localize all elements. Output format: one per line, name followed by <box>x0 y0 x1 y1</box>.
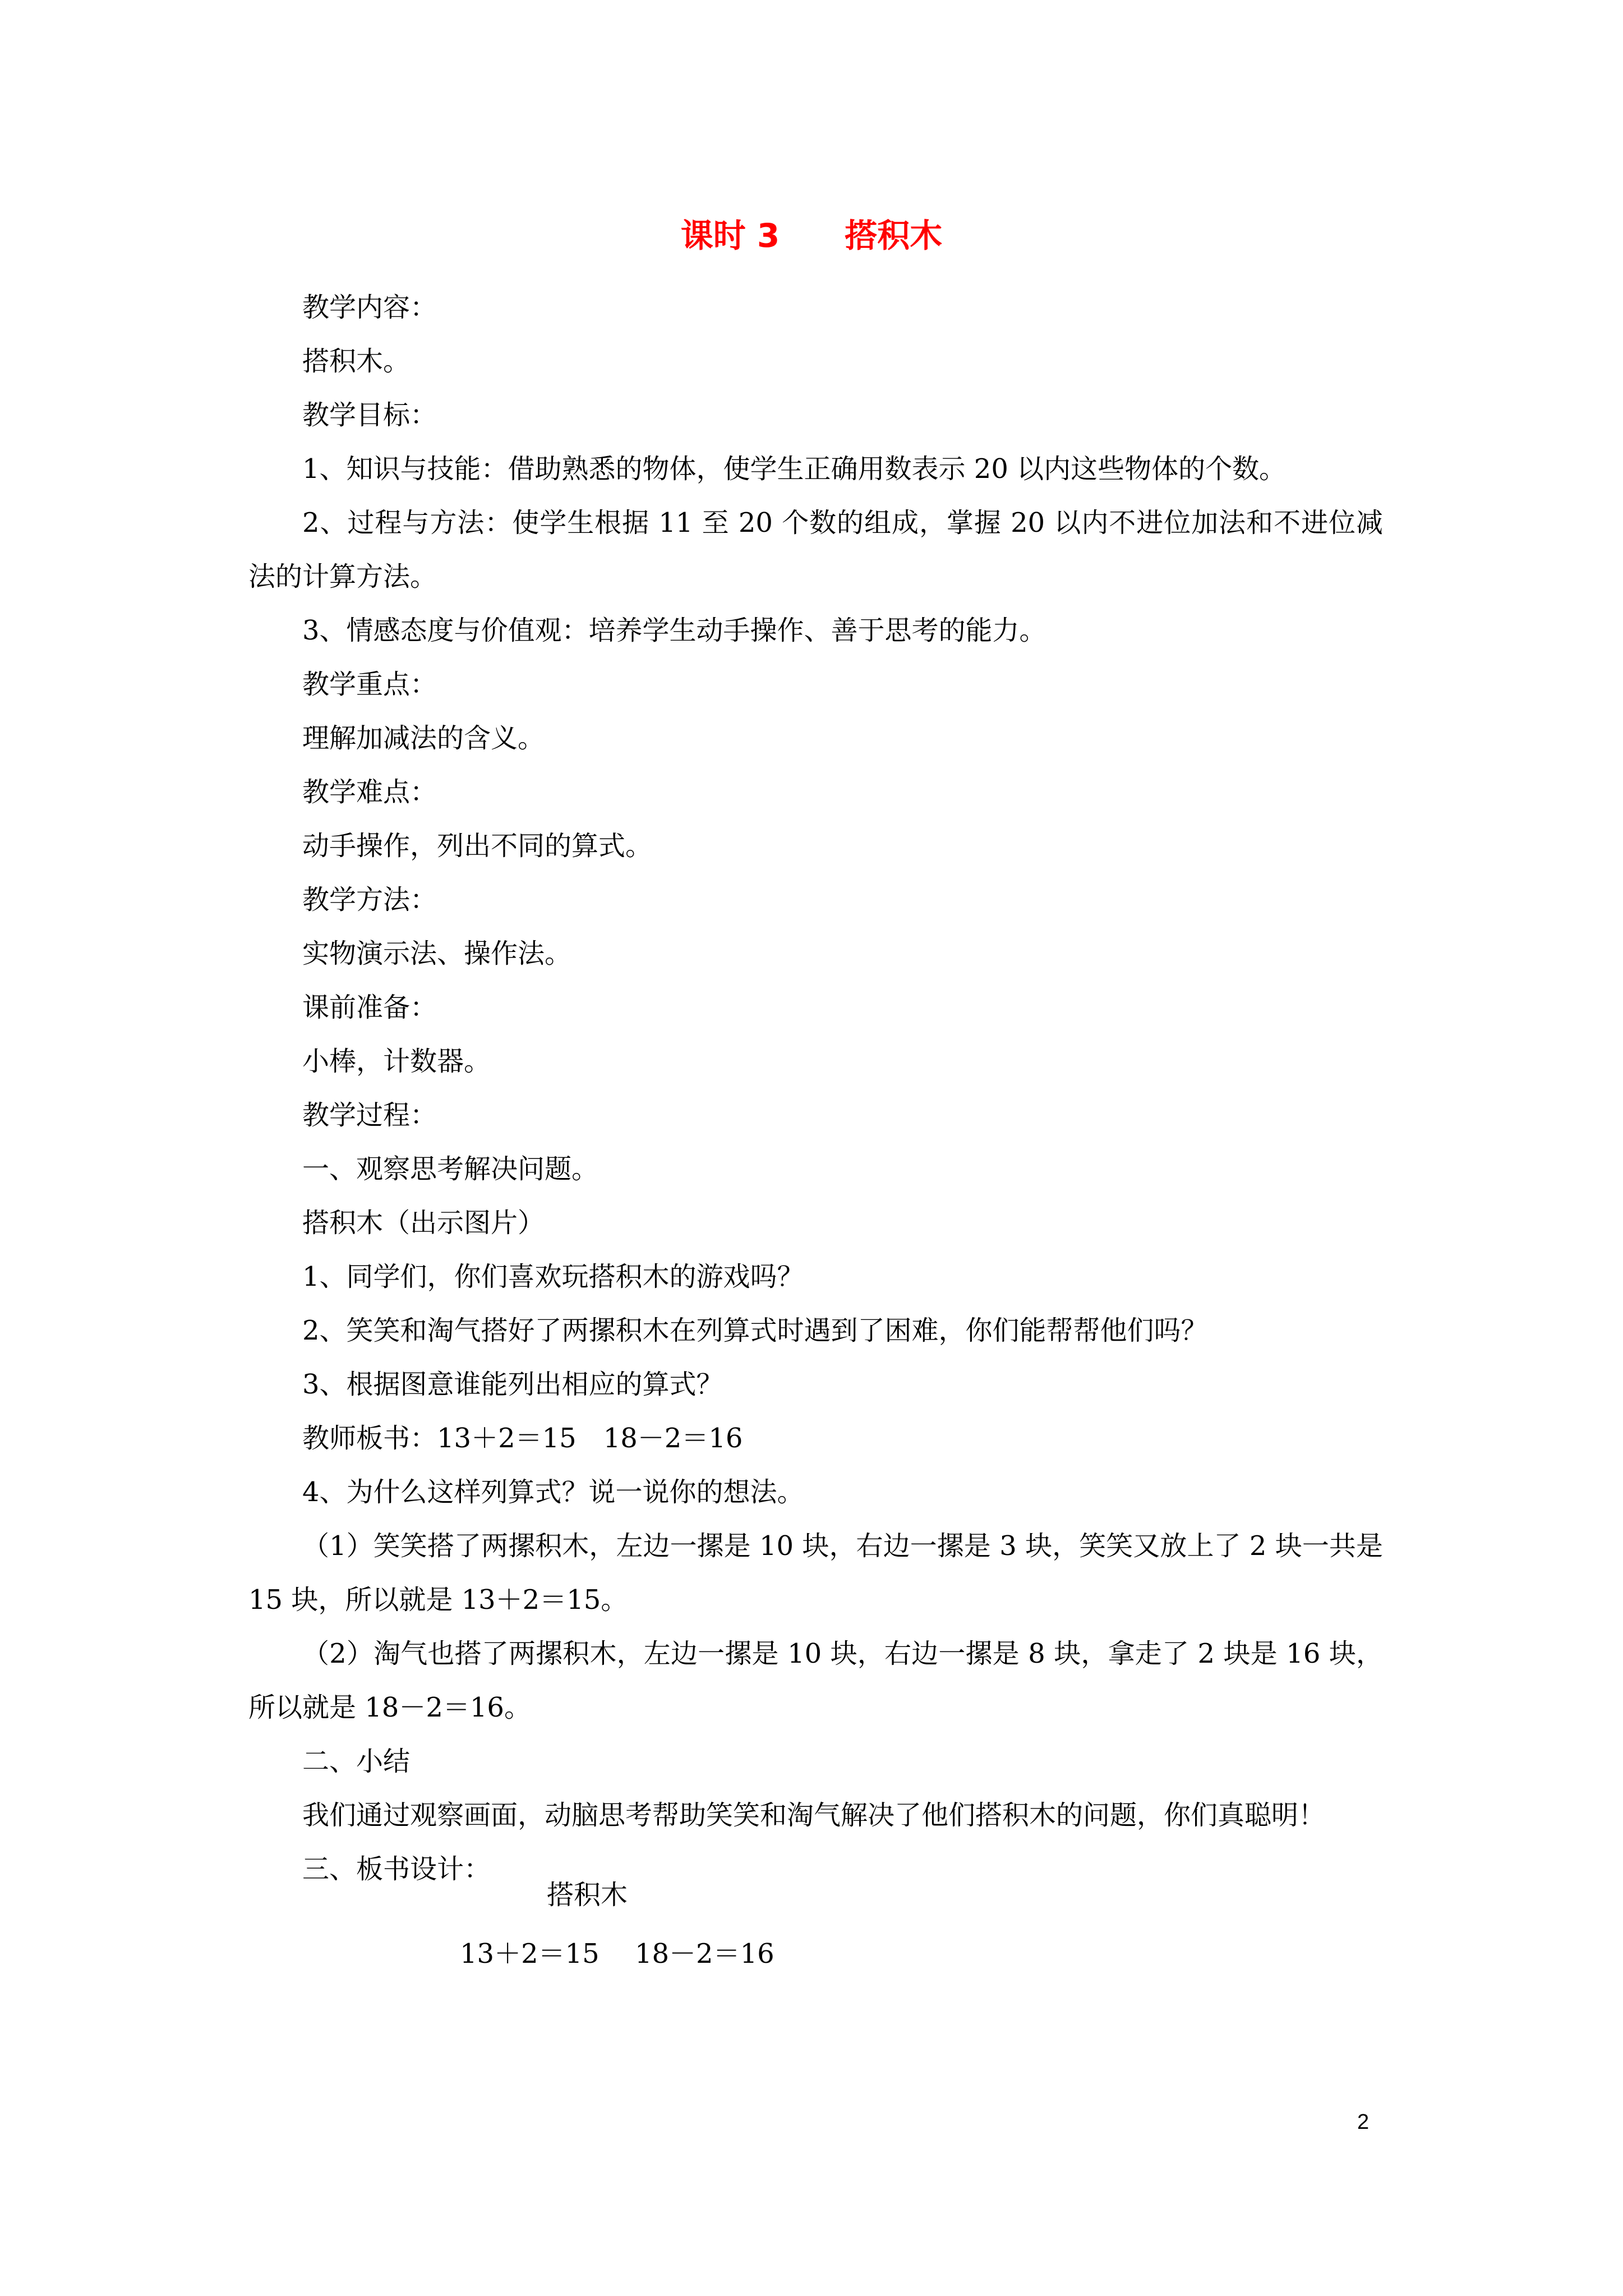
paragraph: 教师板书：13＋2＝15 18－2＝16 <box>302 1423 743 1454</box>
paragraph: 1、同学们，你们喜欢玩搭积木的游戏吗？ <box>302 1261 804 1292</box>
page-number: 2 <box>1357 2110 1370 2134</box>
paragraph: （2）淘气也搭了两摞积木，左边一摞是 10 块，右边一摞是 8 块，拿走了 2 块是 16 块，所以就是 18－2＝16。 <box>248 1638 1383 1723</box>
paragraph: 1、知识与技能：借助熟悉的物体，使学生正确用数表示 20 以内这些物体的个数。 <box>302 453 1287 485</box>
paragraph: 搭积木（出示图片） <box>302 1207 545 1239</box>
paragraph: 教学目标： <box>302 399 437 431</box>
board-title: 搭积木 <box>547 1879 628 1911</box>
paragraph: 教学重点： <box>302 669 437 700</box>
paragraph: 4、为什么这样列算式？说一说你的想法。 <box>302 1476 804 1508</box>
paragraph: 搭积木。 <box>302 346 411 377</box>
paragraph: 实物演示法、操作法。 <box>302 938 572 969</box>
paragraph: 三、板书设计： <box>302 1853 491 1885</box>
paragraph: 一、观察思考解决问题。 <box>302 1153 599 1185</box>
paragraph: 二、小结 <box>302 1746 411 1777</box>
paragraph: 3、根据图意谁能列出相应的算式？ <box>302 1369 723 1400</box>
paragraph: 理解加减法的含义。 <box>302 723 545 754</box>
board-equations: 13＋2＝15 18－2＝16 <box>460 1938 774 1970</box>
paragraph: 2、过程与方法：使学生根据 11 至 20 个数的组成，掌握 20 以内不进位加法和不进位减法的计算方法。 <box>248 507 1383 592</box>
paragraph: 我们通过观察画面，动脑思考帮助笑笑和淘气解决了他们搭积木的问题，你们真聪明！ <box>302 1800 1326 1831</box>
paragraph: 小棒，计数器。 <box>302 1046 491 1077</box>
paragraph: 教学方法： <box>302 884 437 915</box>
body-text <box>248 280 1383 1896</box>
page-title: 课时 3 搭积木 <box>680 217 943 255</box>
paragraph: 教学过程： <box>302 1099 437 1131</box>
paragraph: 动手操作，列出不同的算式。 <box>302 830 653 862</box>
paragraph: （1）笑笑搭了两摞积木，左边一摞是 10 块，右边一摞是 3 块，笑笑又放上了 2 块一共是 15 块，所以就是 13＋2＝15。 <box>248 1530 1383 1616</box>
paragraph: 3、情感态度与价值观：培养学生动手操作、善于思考的能力。 <box>302 615 1046 646</box>
paragraph: 课前准备： <box>302 992 437 1023</box>
paragraph: 2、笑笑和淘气搭好了两摞积木在列算式时遇到了困难，你们能帮帮他们吗？ <box>302 1315 1208 1346</box>
paragraph: 教学内容： <box>302 292 437 323</box>
paragraph: 教学难点： <box>302 776 437 808</box>
